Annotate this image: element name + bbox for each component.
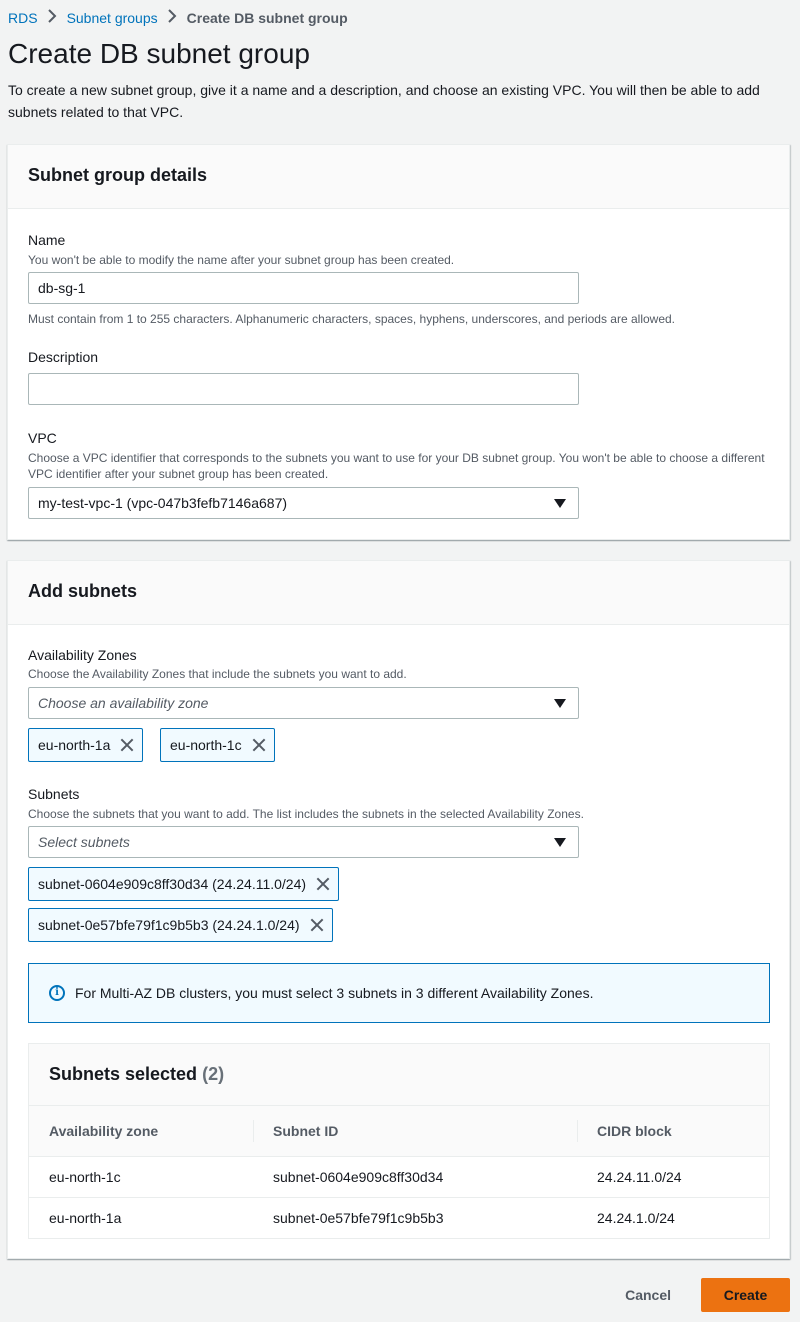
availability-zone-placeholder: Choose an availability zone bbox=[38, 695, 209, 711]
az-token bbox=[160, 728, 275, 762]
description-label: Description bbox=[28, 349, 99, 365]
info-icon: i bbox=[49, 985, 65, 1001]
subnets-selected-count: (2) bbox=[202, 1064, 225, 1084]
breadcrumb-current: Create DB subnet group bbox=[186, 9, 348, 26]
page-description: To create a new subnet group, give it a name and a description, and choose an existing VPC. You will then be able to add subnets related to that VPC. bbox=[8, 82, 760, 120]
form-actions bbox=[605, 1278, 790, 1312]
close-icon[interactable] bbox=[316, 877, 330, 891]
subnets-select[interactable] bbox=[28, 826, 579, 858]
add-subnets-panel bbox=[7, 560, 790, 1259]
az-token bbox=[28, 728, 143, 762]
availability-zones-label: Availability Zones bbox=[28, 647, 137, 663]
caret-down-icon bbox=[554, 499, 566, 508]
breadcrumb-rds-link[interactable]: RDS bbox=[8, 9, 38, 26]
vpc-hint: Choose a VPC identifier that corresponds to the subnets you want to use for your DB subnet group. You won't be able to choose a different VPC identifier after your subnet group has been created. bbox=[28, 451, 765, 481]
close-icon[interactable] bbox=[252, 738, 266, 752]
info-text: For Multi-AZ DB clusters, you must select 3 subnets in 3 different Availability Zones. bbox=[75, 985, 594, 1001]
subnets-hint: Choose the subnets that you want to add. The list includes the subnets in the selected Availability Zones. bbox=[28, 807, 584, 821]
cell-subnet-id: subnet-0604e909c8ff30d34 bbox=[253, 1156, 577, 1197]
subnets-label: Subnets bbox=[28, 786, 80, 802]
subnets-table bbox=[29, 1106, 769, 1238]
name-hint: You won't be able to modify the name after your subnet group has been created. bbox=[28, 253, 455, 267]
column-header-subnet-id: Subnet ID bbox=[253, 1106, 577, 1156]
close-icon[interactable] bbox=[310, 918, 324, 932]
cell-subnet-id: subnet-0e57bfe79f1c9b5b3 bbox=[273, 1209, 444, 1226]
token-label: eu-north-1a bbox=[38, 737, 111, 753]
cell-cidr-block: 24.24.11.0/24 bbox=[577, 1156, 769, 1197]
name-constraint: Must contain from 1 to 255 characters. Alphanumeric characters, spaces, hyphens, underscores, and periods are allowed. bbox=[28, 312, 676, 326]
subnet-group-details-panel bbox=[7, 144, 790, 540]
multi-az-info-alert bbox=[28, 963, 770, 1023]
column-header-cidr-block: CIDR block bbox=[577, 1106, 769, 1156]
subnets-selected-title: Subnets selected bbox=[49, 1064, 198, 1084]
panel-heading: Add subnets bbox=[8, 561, 789, 625]
availability-zones-hint: Choose the Availability Zones that include the subnets you want to add. bbox=[28, 667, 407, 681]
breadcrumb-subnet-groups-link[interactable]: Subnet groups bbox=[66, 9, 158, 26]
subnet-token bbox=[28, 867, 339, 901]
availability-zone-select[interactable] bbox=[28, 687, 579, 719]
cell-cidr-block: 24.24.1.0/24 bbox=[597, 1209, 675, 1226]
page-title: Create DB subnet group bbox=[8, 38, 310, 69]
cell-availability-zone: eu-north-1a bbox=[49, 1209, 122, 1226]
chevron-right-icon bbox=[168, 9, 177, 26]
create-button[interactable]: Create bbox=[701, 1278, 790, 1312]
subnet-token bbox=[28, 908, 333, 942]
subnets-selected-table bbox=[28, 1043, 770, 1239]
cancel-button[interactable]: Cancel bbox=[605, 1278, 691, 1312]
table-row bbox=[29, 1197, 769, 1238]
token-label: subnet-0e57bfe79f1c9b5b3 (24.24.1.0/24) bbox=[38, 917, 300, 933]
vpc-label: VPC bbox=[28, 430, 57, 446]
description-input[interactable] bbox=[28, 373, 579, 405]
close-icon[interactable] bbox=[120, 738, 134, 752]
caret-down-icon bbox=[554, 838, 566, 847]
caret-down-icon bbox=[554, 699, 566, 708]
vpc-select[interactable] bbox=[28, 487, 579, 519]
token-label: eu-north-1c bbox=[170, 737, 242, 753]
subnets-selected-heading bbox=[29, 1044, 769, 1106]
name-input[interactable]: db-sg-1 bbox=[28, 272, 579, 304]
name-label: Name bbox=[28, 232, 66, 248]
vpc-selected-value: my-test-vpc-1 (vpc-047b3fefb7146a687) bbox=[38, 495, 288, 511]
chevron-right-icon bbox=[48, 9, 57, 26]
table-row bbox=[29, 1156, 769, 1197]
breadcrumb bbox=[8, 9, 348, 26]
token-label: subnet-0604e909c8ff30d34 (24.24.11.0/24) bbox=[38, 876, 307, 892]
subnets-placeholder: Select subnets bbox=[38, 834, 130, 850]
cell-availability-zone: eu-north-1c bbox=[29, 1156, 253, 1197]
panel-heading: Subnet group details bbox=[8, 145, 789, 209]
column-header-availability-zone: Availability zone bbox=[29, 1106, 253, 1156]
